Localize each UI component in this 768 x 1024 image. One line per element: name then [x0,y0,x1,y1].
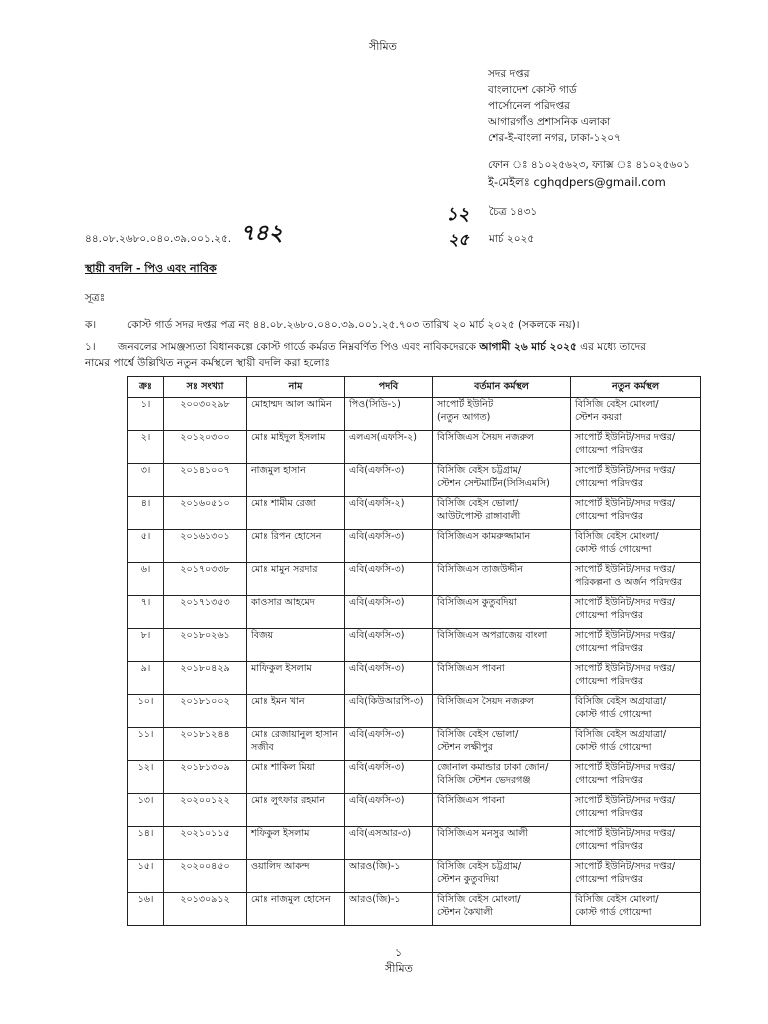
reference-label: সূত্রঃ [85,292,106,304]
cell-serial [128,398,164,431]
cell-current-posting-line: (নতুন আগত) [437,411,491,423]
cell-current-posting-line: সাপোর্ট ইউনিট [437,399,494,410]
cell-rank [345,662,433,695]
cell-rank-line: এবি(এফসি-৩) [349,465,405,476]
cell-current-posting [433,893,571,926]
cell-new-posting-line: গোয়েন্দা পরিদপ্তর [575,510,644,522]
address-line: শের-ই-বাংলা নগর, ঢাকা-১২০৭ [488,132,621,144]
cell-number-line: ২০১৩০৯১২ [180,894,230,905]
cell-serial [128,497,164,530]
cell-name-line: কাওসার আহমেদ [251,597,315,608]
cell-serial [128,860,164,893]
transfer-table [127,376,701,926]
cell-current-posting [433,827,571,860]
cell-serial-line: ১৩। [137,795,154,806]
cell-new-posting [571,695,701,728]
cell-new-posting-line: গোয়েন্দা পরিদপ্তর [575,774,644,786]
cell-name [247,398,345,431]
cell-current-posting-line: বিসিজিএস পাবনা [437,795,505,806]
cell-rank [345,893,433,926]
table-row [128,563,701,596]
cell-new-posting-line: সাপোর্ট ইউনিট/সদর দপ্তর/ [575,498,676,509]
address-line: সদর দপ্তর [488,68,530,80]
cell-number [164,794,247,827]
cell-serial [128,695,164,728]
memo-number: ৪৪.০৮.২৬৮০.০৪০.৩৯.০০১.২৫. [85,233,232,245]
cell-rank-line: এবি(এফসি-৩) [349,531,405,542]
cell-number-line: ২০১৭১৩৫৩ [180,597,230,608]
cell-name [247,827,345,860]
cell-new-posting-line: পরিকল্পনা ও অর্জন পরিদপ্তর [575,576,683,588]
cell-new-posting [571,431,701,464]
cell-number-line: ২০২১০১১৫ [180,828,230,839]
cell-serial-line: ১৪। [137,828,154,839]
cell-serial-line: ৭। [140,597,151,608]
table-row [128,629,701,662]
header-new-posting: নতুন কর্মস্থল [571,377,701,398]
cell-serial-line: ৯। [140,663,151,674]
cell-new-posting-line: স্টেশন কয়রা [575,411,623,423]
cell-current-posting [433,464,571,497]
header-rank: পদবি [345,377,433,398]
cell-serial-line: ৫। [140,531,151,542]
cell-new-posting-line: সাপোর্ট ইউনিট/সদর দপ্তর/ [575,663,676,674]
cell-current-posting-line: স্টেশন লক্ষীপুর [437,741,493,753]
cell-name [247,860,345,893]
cell-serial [128,431,164,464]
cell-current-posting-line: বিসিজিএস অপরাজেয় বাংলা [437,630,548,641]
cell-new-posting [571,497,701,530]
cell-name-line: মোঃ নাজমুল হোসেন [251,894,331,905]
cell-current-posting-line: বিসিজিএস মনসুর আলী [437,828,529,839]
cell-rank [345,530,433,563]
cell-current-posting-line: জোনাল কমান্ডার ঢাকা জোন/ [437,762,549,773]
cell-current-posting-line: বিসিজি বেইস ভোলা/ [437,498,519,509]
cell-number-line: ২০২০০৪৫০ [180,861,230,872]
cell-number [164,662,247,695]
cell-new-posting [571,563,701,596]
cell-name-line: নাজমুল হাসান [251,465,306,476]
cell-new-posting-line: গোয়েন্দা পরিদপ্তর [575,477,644,489]
cell-new-posting-line: গোয়েন্দা পরিদপ্তর [575,675,644,687]
cell-new-posting-line: সাপোর্ট ইউনিট/সদর দপ্তর/ [575,795,676,806]
cell-current-posting-line: স্টেশন সেন্টমার্টিন(সিসিএমসি) [437,477,550,489]
cell-new-posting-line: কোস্ট গার্ড গোয়েন্দা [575,906,652,918]
cell-current-posting [433,695,571,728]
cell-new-posting [571,794,701,827]
cell-new-posting-line: বিসিজি বেইস মোংলা/ [575,399,659,410]
cell-current-posting [433,431,571,464]
cell-number [164,860,247,893]
cell-name-line: মোঃ ইমন খান [251,696,305,707]
cell-rank [345,695,433,728]
cell-new-posting-line: বিসিজি বেইস অগ্রযাত্রা/ [575,729,667,740]
cell-new-posting [571,530,701,563]
cell-name [247,728,345,761]
table-header-row [128,377,701,398]
cell-number-line: ২০১৬১৩০১ [180,531,230,542]
cell-name [247,629,345,662]
date-month: মার্চ ২০২৫ [489,233,535,245]
cell-current-posting-line: স্টেশন কুতুবদিয়া [437,873,499,885]
cell-current-posting-line: বিসিজি বেইস চট্টগ্রাম/ [437,465,522,476]
cell-name [247,662,345,695]
cell-new-posting [571,629,701,662]
cell-rank [345,596,433,629]
table-row [128,662,701,695]
reference-marker: ক। [85,319,97,331]
cell-rank-line: এবি(এফসি-৩) [349,663,405,674]
cell-rank-line: এবি(এফসি-৩) [349,795,405,806]
cell-serial [128,563,164,596]
table-row [128,497,701,530]
paragraph-deadline: আগামী ২৬ মার্চ ২০২৫ [479,341,577,353]
cell-serial-line: ১৫। [137,861,154,872]
cell-name [247,530,345,563]
cell-serial [128,530,164,563]
cell-serial-line: ১১। [137,729,154,740]
cell-current-posting [433,794,571,827]
cell-name [247,464,345,497]
cell-new-posting [571,860,701,893]
cell-current-posting-line: বিসিজিএস কুতুবদিয়া [437,597,517,608]
paragraph-line-2: নামের পার্শ্বে উল্লিখিত নতুন কর্মস্থলে স্থায়ী বদলি করা হলোঃ [85,357,330,369]
cell-rank-line: আরও(জি)-১ [349,894,401,905]
cell-serial-line: ৪। [140,498,151,509]
cell-current-posting [433,563,571,596]
table-row [128,431,701,464]
cell-rank [345,827,433,860]
cell-serial [128,728,164,761]
cell-rank-line: এবি(কিউআরপি-৩) [349,696,424,707]
cell-name [247,497,345,530]
cell-current-posting [433,728,571,761]
date-bangla-month: চৈত্র ১৪৩১ [489,206,538,218]
cell-number-line: ২০২০০১২২ [180,795,230,806]
cell-name [247,794,345,827]
cell-rank [345,629,433,662]
cell-name-line: সজীব [251,741,274,753]
reference-text: কোস্ট গার্ড সদর দপ্তর পত্র নং ৪৪.০৮.২৬৮০.০৪০.৩৯.০০১.২৫.৭০৩ তারিখ ২০ মার্চ ২০২৫ (সকলকে নয়)। [127,319,580,331]
cell-number [164,431,247,464]
cell-current-posting-line: বিসিজি স্টেশন ভেদরগঞ্জ [437,774,531,786]
cell-current-posting [433,860,571,893]
cell-new-posting-line: বিসিজি বেইস মোংলা/ [575,894,659,905]
cell-new-posting-line: সাপোর্ট ইউনিট/সদর দপ্তর/ [575,828,676,839]
cell-name-line: বিজয় [251,630,274,641]
cell-serial-line: ৩। [140,465,151,476]
cell-current-posting-line: বিসিজিএস তাজউদ্দীন [437,564,523,575]
table-row [128,728,701,761]
cell-serial [128,893,164,926]
cell-serial-line: ২। [140,432,151,443]
header-serial: ক্রঃ [128,377,164,398]
cell-new-posting-line: গোয়েন্দা পরিদপ্তর [575,444,644,456]
date-bangla-day: ১২ [446,204,470,225]
paragraph-line-1 [118,340,646,354]
cell-rank-line: এবি(এসআর-৩) [349,828,412,839]
cell-rank [345,860,433,893]
cell-new-posting-line: বিসিজি বেইস অগ্রযাত্রা/ [575,696,667,707]
cell-rank [345,794,433,827]
cell-rank-line: এবি(এফসি-৩) [349,729,405,740]
cell-name-line: মোঃ রিপন হোসেন [251,531,322,542]
cell-serial-line: ৮। [140,630,151,641]
cell-new-posting-line: সাপোর্ট ইউনিট/সদর দপ্তর/ [575,630,676,641]
cell-name-line: শফিকুল ইসলাম [251,828,310,839]
cell-current-posting-line: আউটপোস্ট রাঙ্গাবালী [437,510,521,522]
cell-current-posting-line: স্টেশন কৈখালী [437,906,494,918]
cell-current-posting [433,662,571,695]
table-row [128,596,701,629]
cell-new-posting-line: সাপোর্ট ইউনিট/সদর দপ্তর/ [575,432,676,443]
address-line: আগারগাঁও প্রশাসনিক এলাকা [488,116,611,128]
header-current-posting: বর্তমান কর্মস্থল [433,377,571,398]
table-row [128,761,701,794]
cell-number-line: ২০১৮০৪২৯ [180,663,230,674]
cell-new-posting-line: কোস্ট গার্ড গোয়েন্দা [575,708,652,720]
cell-number [164,893,247,926]
cell-new-posting-line: সাপোর্ট ইউনিট/সদর দপ্তর/ [575,597,676,608]
cell-new-posting-line: কোস্ট গার্ড গোয়েন্দা [575,543,652,555]
cell-rank-line: আরও(জি)-১ [349,861,401,872]
cell-current-posting-line: বিসিজি বেইস চট্টগ্রাম/ [437,861,522,872]
paragraph-text: এর মধ্যে তাদের [576,341,646,353]
cell-number-line: ২০০৩০২৯৮ [180,399,230,410]
cell-serial-line: ১৬। [137,894,154,905]
cell-new-posting-line: কোস্ট গার্ড গোয়েন্দা [575,741,652,753]
subject: স্থায়ী বদলি - পিও এবং নাবিক [85,262,217,275]
cell-name-line: মোঃ শামীম রেজা [251,498,316,509]
cell-serial-line: ১। [140,399,151,410]
cell-name-line: মোঃ মাইদুল ইসলাম [251,432,326,443]
cell-number-line: ২০১৮১৩০৯ [180,762,230,773]
header-number: সঃ সংখ্যা [164,377,247,398]
cell-current-posting [433,629,571,662]
date-day: ২৫ [448,230,469,249]
classification-top: সীমিত [369,40,397,53]
cell-name [247,761,345,794]
cell-name [247,563,345,596]
cell-serial [128,827,164,860]
cell-number [164,761,247,794]
cell-number [164,497,247,530]
cell-new-posting-line: গোয়েন্দা পরিদপ্তর [575,840,644,852]
address-line: পার্সোনেল পরিদপ্তর [488,100,570,112]
cell-current-posting [433,497,571,530]
cell-serial [128,464,164,497]
cell-name-line: মোঃ লুৎফার রহমান [251,795,325,806]
cell-name [247,431,345,464]
cell-number [164,464,247,497]
cell-name-line: মোঃ মামুন সরদার [251,564,318,575]
cell-number [164,728,247,761]
cell-current-posting [433,398,571,431]
cell-new-posting [571,761,701,794]
cell-current-posting-line: বিসিজি বেইস ভোলা/ [437,729,519,740]
cell-rank-line: এবি(এফসি-৩) [349,630,405,641]
cell-new-posting-line: গোয়েন্দা পরিদপ্তর [575,642,644,654]
address-block [488,66,621,146]
cell-name-line: ওয়ালিদ আকন্দ [251,861,310,872]
cell-new-posting [571,893,701,926]
table-row [128,464,701,497]
paragraph-text: জনবলের সামঞ্জস্যতা বিধানকল্পে কোস্ট গার্ডে কর্মরত নিম্নবর্ণিত পিও এবং নাবিকদেরকে [118,341,480,353]
cell-number-line: ২০১৮১২৪৪ [180,729,230,740]
cell-rank-line: পিও(সিডি-১) [349,399,401,410]
cell-serial [128,629,164,662]
cell-rank [345,464,433,497]
memo-handwritten-number: ৭৪২ [240,220,283,246]
paragraph-marker: ১। [85,341,96,353]
cell-rank-line: এবি(এফসি-৩) [349,762,405,773]
cell-name-line: মোহাম্মদ আল আমিন [251,399,332,410]
cell-current-posting-line: বিসিজিএস কামরুজ্জামান [437,531,531,542]
page-number: ১ [395,946,403,959]
classification-bottom: সীমিত [385,962,413,975]
cell-new-posting-line: সাপোর্ট ইউনিট/সদর দপ্তর/ [575,564,676,575]
cell-new-posting-line: সাপোর্ট ইউনিট/সদর দপ্তর/ [575,861,676,872]
cell-number [164,563,247,596]
cell-rank [345,398,433,431]
cell-number-line: ২০১৪১০০৭ [180,465,230,476]
address-line: বাংলাদেশ কোস্ট গার্ড [488,84,577,96]
table-row [128,695,701,728]
header-name: নাম [247,377,345,398]
cell-new-posting [571,827,701,860]
cell-rank-line: এলএস(এফসি-২) [349,432,417,443]
table-row [128,794,701,827]
cell-name [247,596,345,629]
cell-number-line: ২০১৭০৩৩৮ [180,564,230,575]
cell-number-line: ২০১৬০৫১০ [180,498,230,509]
cell-current-posting-line: বিসিজি বেইস মোংলা/ [437,894,521,905]
cell-rank [345,497,433,530]
cell-rank [345,431,433,464]
cell-new-posting-line: সাপোর্ট ইউনিট/সদর দপ্তর/ [575,465,676,476]
table-row [128,530,701,563]
cell-serial [128,596,164,629]
cell-current-posting [433,761,571,794]
cell-number [164,695,247,728]
cell-new-posting-line: গোয়েন্দা পরিদপ্তর [575,807,644,819]
cell-serial-line: ৬। [140,564,151,575]
cell-number-line: ২০১২০৩০০ [180,432,230,443]
cell-rank-line: এবি(এফসি-৩) [349,564,405,575]
cell-serial-line: ১০। [137,696,154,707]
cell-serial-line: ১২। [137,762,154,773]
cell-rank-line: এবি(এফসি-২) [349,498,405,509]
table-row [128,827,701,860]
cell-current-posting [433,596,571,629]
cell-current-posting-line: বিসিজিএস সৈয়দ নজরুল [437,696,534,707]
contact-phone: ফোন ঃ ৪১০২৫৬২৩, ফ্যাক্স ঃ ৪১০২৫৬০১ [488,159,690,171]
table-row [128,398,701,431]
cell-number [164,398,247,431]
cell-current-posting [433,530,571,563]
cell-name [247,695,345,728]
cell-new-posting-line: বিসিজি বেইস মোংলা/ [575,531,659,542]
cell-current-posting-line: বিসিজিএস পাবনা [437,663,505,674]
cell-rank [345,761,433,794]
cell-serial [128,761,164,794]
cell-number [164,596,247,629]
cell-new-posting-line: গোয়েন্দা পরিদপ্তর [575,609,644,621]
cell-name-line: মোঃ শাকিল মিয়া [251,762,316,773]
cell-name [247,893,345,926]
cell-name-line: মোঃ রেজায়ানুল হাসান [251,729,338,740]
cell-number-line: ২০১৮০২৬১ [180,630,230,641]
cell-number-line: ২০১৮১০০২ [180,696,230,707]
cell-rank [345,563,433,596]
cell-new-posting [571,398,701,431]
table-row [128,893,701,926]
cell-serial [128,662,164,695]
cell-name-line: মাফিকুল ইসলাম [251,663,312,674]
cell-new-posting [571,728,701,761]
cell-rank [345,728,433,761]
cell-new-posting-line: গোয়েন্দা পরিদপ্তর [575,873,644,885]
cell-current-posting-line: বিসিজিএস সৈয়দ নজরুল [437,432,534,443]
cell-number [164,827,247,860]
cell-new-posting-line: সাপোর্ট ইউনিট/সদর দপ্তর/ [575,762,676,773]
cell-new-posting [571,464,701,497]
contact-email: ই-মেইলঃ cghqdpers@gmail.com [488,175,666,189]
cell-new-posting [571,596,701,629]
cell-rank-line: এবি(এফসি-৩) [349,597,405,608]
cell-new-posting [571,662,701,695]
cell-number [164,530,247,563]
cell-number [164,629,247,662]
cell-serial [128,794,164,827]
table-row [128,860,701,893]
